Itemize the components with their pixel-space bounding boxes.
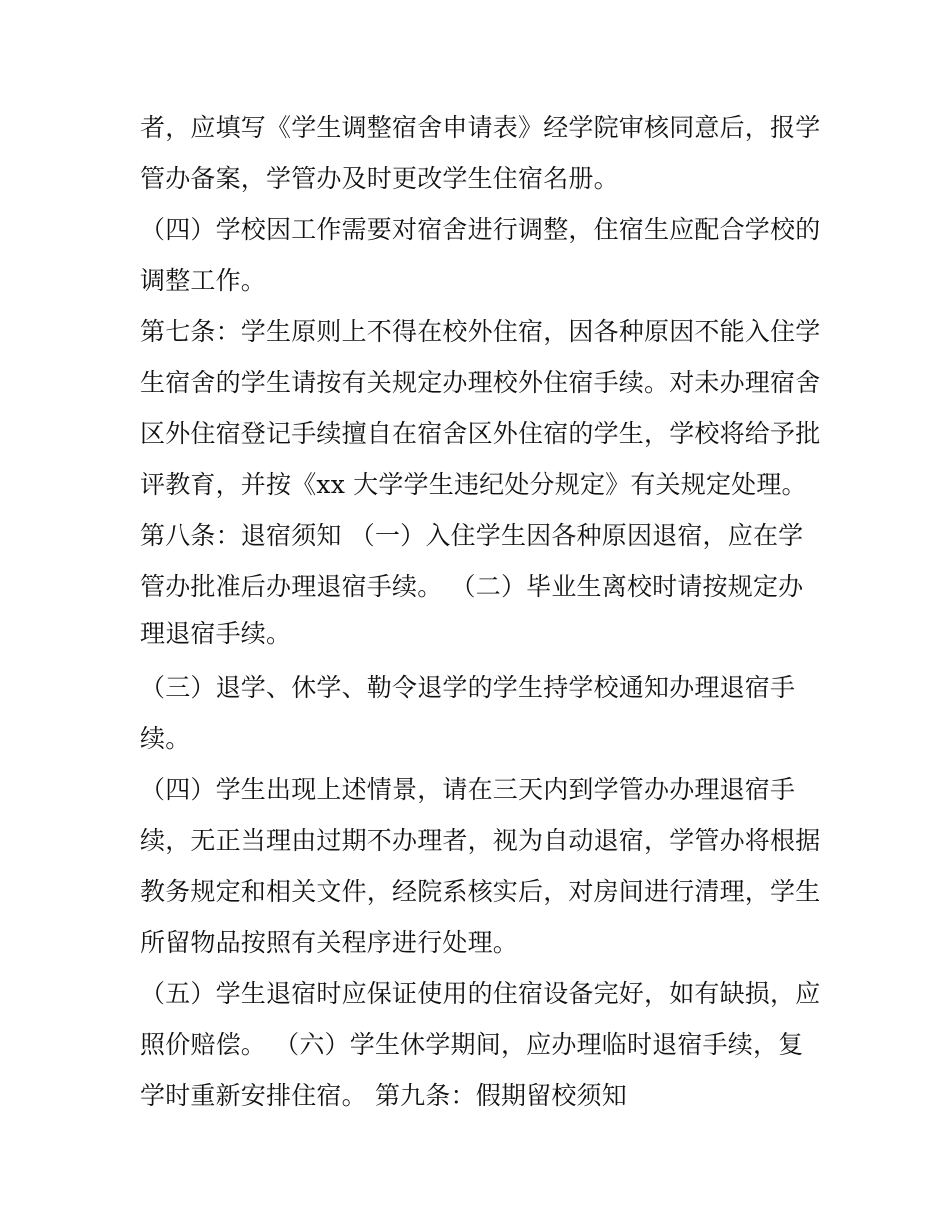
text-line: 者，应填写《学生调整宿舍申请表》经学院审核同意后，报学 [140,113,821,142]
text-line: 照价赔偿。 （六）学生休学期间，应办理临时退宿手续，复 [140,1030,804,1059]
text-line: （四）学生出现上述情景，请在三天内到学管办办理退宿手 [140,775,796,804]
text-line: 教务规定和相关文件，经院系核实后，对房间进行清理，学生 [140,877,821,906]
text-line: 所留物品按照有关程序进行处理。 [140,928,519,957]
text-line: 第八条：退宿须知 （一）入住学生因各种原因退宿，应在学 [140,521,804,550]
text-line: 管办备案，学管办及时更改学生住宿名册。 [140,164,619,193]
text-line: 续，无正当理由过期不办理者，视为自动退宿，学管办将根据 [140,826,821,855]
text-line: 理退宿手续。 [140,619,292,648]
text-line: 调整工作。 [140,266,267,295]
text-line: 学时重新安排住宿。 第九条：假期留校须知 [140,1081,627,1110]
text-line: 管办批准后办理退宿手续。 （二）毕业生离校时请按规定办 [140,572,804,601]
text-line: 续。 [140,724,191,753]
text-line: 区外住宿登记手续擅自在宿舍区外住宿的学生，学校将给予批 [140,419,821,448]
text-line: 第七条：学生原则上不得在校外住宿，因各种原因不能入住学 [140,317,821,346]
text-line: （四）学校因工作需要对宿舍进行调整，住宿生应配合学校的 [140,215,821,244]
text-line: （三）退学、休学、勒令退学的学生持学校通知办理退宿手 [140,673,796,702]
text-line: （五）学生退宿时应保证使用的住宿设备完好，如有缺损，应 [140,979,821,1008]
text-line: 评教育，并按《xx 大学学生违纪处分规定》有关规定处理。 [140,470,807,499]
text-line: 生宿舍的学生请按有关规定办理校外住宿手续。对未办理宿舍 [140,368,821,397]
